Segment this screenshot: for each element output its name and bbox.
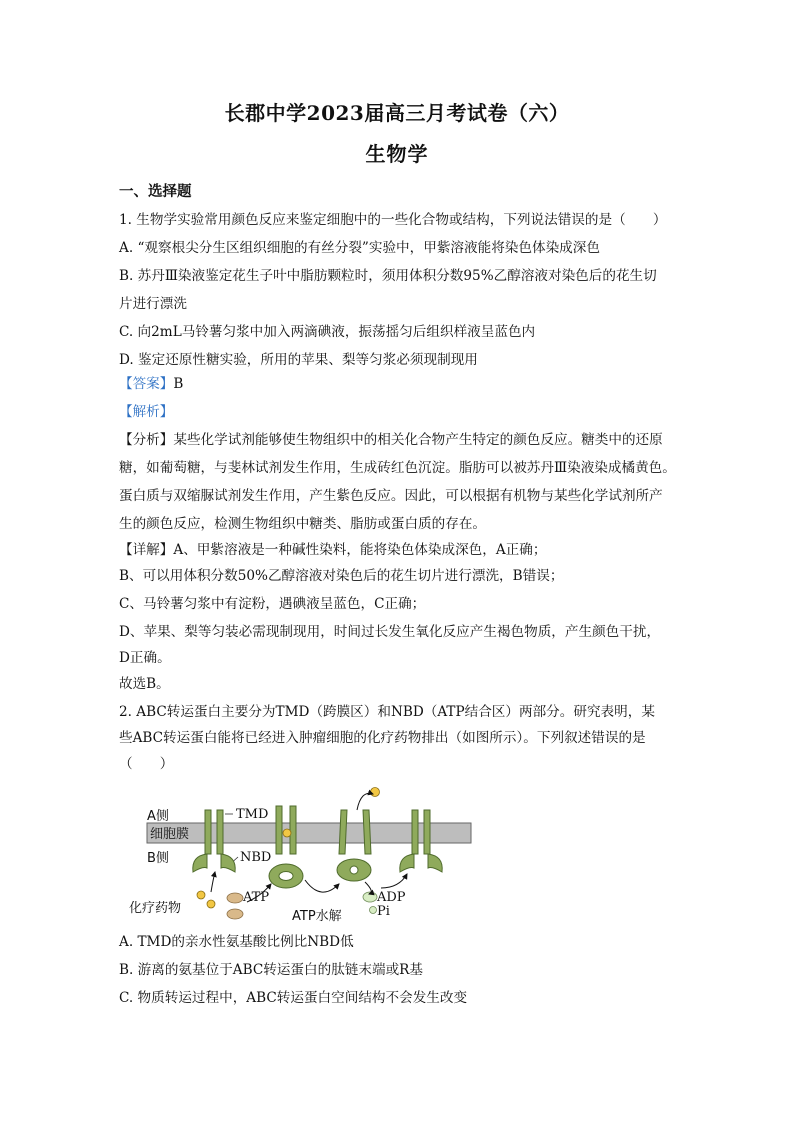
answer-value: B	[173, 376, 184, 392]
q2-option-a: A. TMD的亲水性氨基酸比例比NBD低	[119, 934, 354, 950]
adp-label: ADP	[377, 890, 406, 905]
subject-title: 生物学	[365, 142, 429, 166]
transporter-2	[269, 806, 303, 888]
tmd-left-3	[339, 810, 347, 854]
drug-molecule-2	[207, 900, 215, 908]
fenxi-line-2: 糖，如葡萄糖，与斐林试剂发生作用，生成砖红色沉淀。脂肪可以被苏丹Ⅲ染液染成橘黄色。	[119, 460, 676, 476]
xiangjie-line-d: D、苹果、梨等匀装必需现制现用，时间过长发生氧化反应产生褐色物质，产生颜色干扰，	[119, 624, 661, 640]
atp-molecule-1	[227, 893, 243, 903]
atp-label: ATP	[243, 890, 270, 905]
q1-stem: 1. 生物学实验常用颜色反应来鉴定细胞中的一些化合物或结构，下列说法错误的是（ ）	[119, 212, 667, 228]
nbd-right-4	[428, 854, 442, 872]
pi-label: Pi	[377, 904, 390, 919]
xiangjie-line-d-cont: D正确。	[119, 650, 171, 666]
fenxi-line-1	[119, 430, 679, 450]
q1-option-a: A. “观察根尖分生区组织细胞的有丝分裂”实验中，甲紫溶液能将染色体染成深色	[119, 240, 600, 256]
xiangjie-line-c: C、马铃薯匀浆中有淀粉，遇碘液呈蓝色，C正确；	[119, 596, 426, 612]
membrane-label: 细胞膜	[150, 827, 190, 842]
q1-option-d: D. 鉴定还原性糖实验，所用的苹果、梨等匀浆必须现制现用	[119, 352, 478, 368]
reset-arrow	[381, 874, 407, 888]
tmd-left-4	[412, 810, 418, 854]
q2-option-b: B. 游离的氨基位于ABC转运蛋白的肽链末端或R基	[119, 962, 424, 978]
drug-molecule-released	[371, 788, 380, 797]
drug-molecules	[197, 788, 380, 909]
tmd-right-3	[363, 810, 371, 854]
hydrolysis-arrow	[305, 880, 339, 892]
cell-membrane-band	[147, 823, 471, 843]
q2-stem-2: 些ABC转运蛋白能将已经进入肿瘤细胞的化疗药物排出（如图所示）。下列叙述错误的是	[119, 730, 646, 746]
section-heading: 一、选择题	[119, 183, 192, 200]
q1-answer	[119, 374, 679, 394]
analysis-tag: 【解析】	[119, 404, 174, 420]
tmd-right-2	[290, 806, 296, 854]
drug-molecule-3	[283, 829, 291, 837]
q2-stem-1: 2. ABC转运蛋白主要分为TMD（跨膜区）和NBD（ATP结合区）两部分。研究表明，某	[119, 704, 655, 720]
q1-option-c: C. 向2mL马铃薯匀浆中加入两滴碘液，振荡摇匀后组织样液呈蓝色内	[119, 324, 536, 340]
tmd-left-1	[205, 810, 211, 854]
nbd-label: NBD	[240, 850, 272, 865]
nbd-left-1	[193, 854, 207, 872]
fenxi-line-3: 蛋白质与双缩脲试剂发生作用，产生紫色反应。因此，可以根据有机物与某些化学试剂所产	[119, 488, 663, 504]
answer-tag: 【答案】	[119, 376, 174, 392]
side-a-label: A侧	[147, 809, 169, 824]
pi-molecule	[370, 907, 377, 914]
nbd-right-1	[221, 854, 235, 872]
tmd-right-4	[424, 810, 430, 854]
q1-option-b-cont: 片进行漂洗	[119, 296, 187, 312]
fenxi-line-4: 生的颜色反应，检测生物组织中糖类、脂肪或蛋白质的存在。	[119, 516, 487, 532]
abc-transporter-diagram	[119, 770, 499, 925]
side-b-label: B侧	[147, 851, 169, 866]
nbd-pocket-3	[350, 866, 358, 874]
xiangjie-line-a	[119, 540, 679, 560]
xiangjie-text-a: A、甲紫溶液是一种碱性染料，能将染色体染成深色，A正确；	[173, 542, 547, 558]
nbd-left-4	[400, 854, 414, 872]
q2-option-c: C. 物质转运过程中，ABC转运蛋白空间结构不会发生改变	[119, 990, 468, 1006]
atp-molecule-2	[227, 909, 243, 919]
transporter-3	[337, 810, 371, 881]
xiangjie-tag: 【详解】	[119, 542, 174, 558]
atp-molecules	[227, 893, 243, 919]
drug-label: 化疗药物	[129, 901, 182, 916]
q2-stem-3: （ ）	[119, 756, 174, 772]
q1-option-b: B. 苏丹Ⅲ染液鉴定花生子叶中脂肪颗粒时，须用体积分数95%乙醇溶液对染色后的花生切	[119, 268, 657, 284]
q1-conclusion: 故选B。	[119, 676, 170, 692]
hydrolysis-label: ATP水解	[292, 909, 342, 924]
tmd-left-2	[276, 806, 282, 854]
drug-export-arrow	[357, 793, 373, 810]
tmd-right-1	[217, 810, 223, 854]
fenxi-text-1: 某些化学试剂能够使生物组织中的相关化合物产生特定的颜色反应。糖类中的还原	[173, 432, 663, 448]
drug-entry-arrow	[211, 872, 215, 892]
drug-molecule-1	[197, 891, 205, 899]
exam-title: 长郡中学2023届高三月考试卷（六）	[224, 101, 570, 125]
nbd-pocket-2	[279, 872, 293, 881]
tmd-label: TMD	[236, 807, 269, 822]
fenxi-tag: 【分析】	[119, 432, 174, 448]
xiangjie-line-b: B、可以用体积分数50%乙醇溶液对染色后的花生切片进行漂洗，B错误；	[119, 568, 564, 584]
